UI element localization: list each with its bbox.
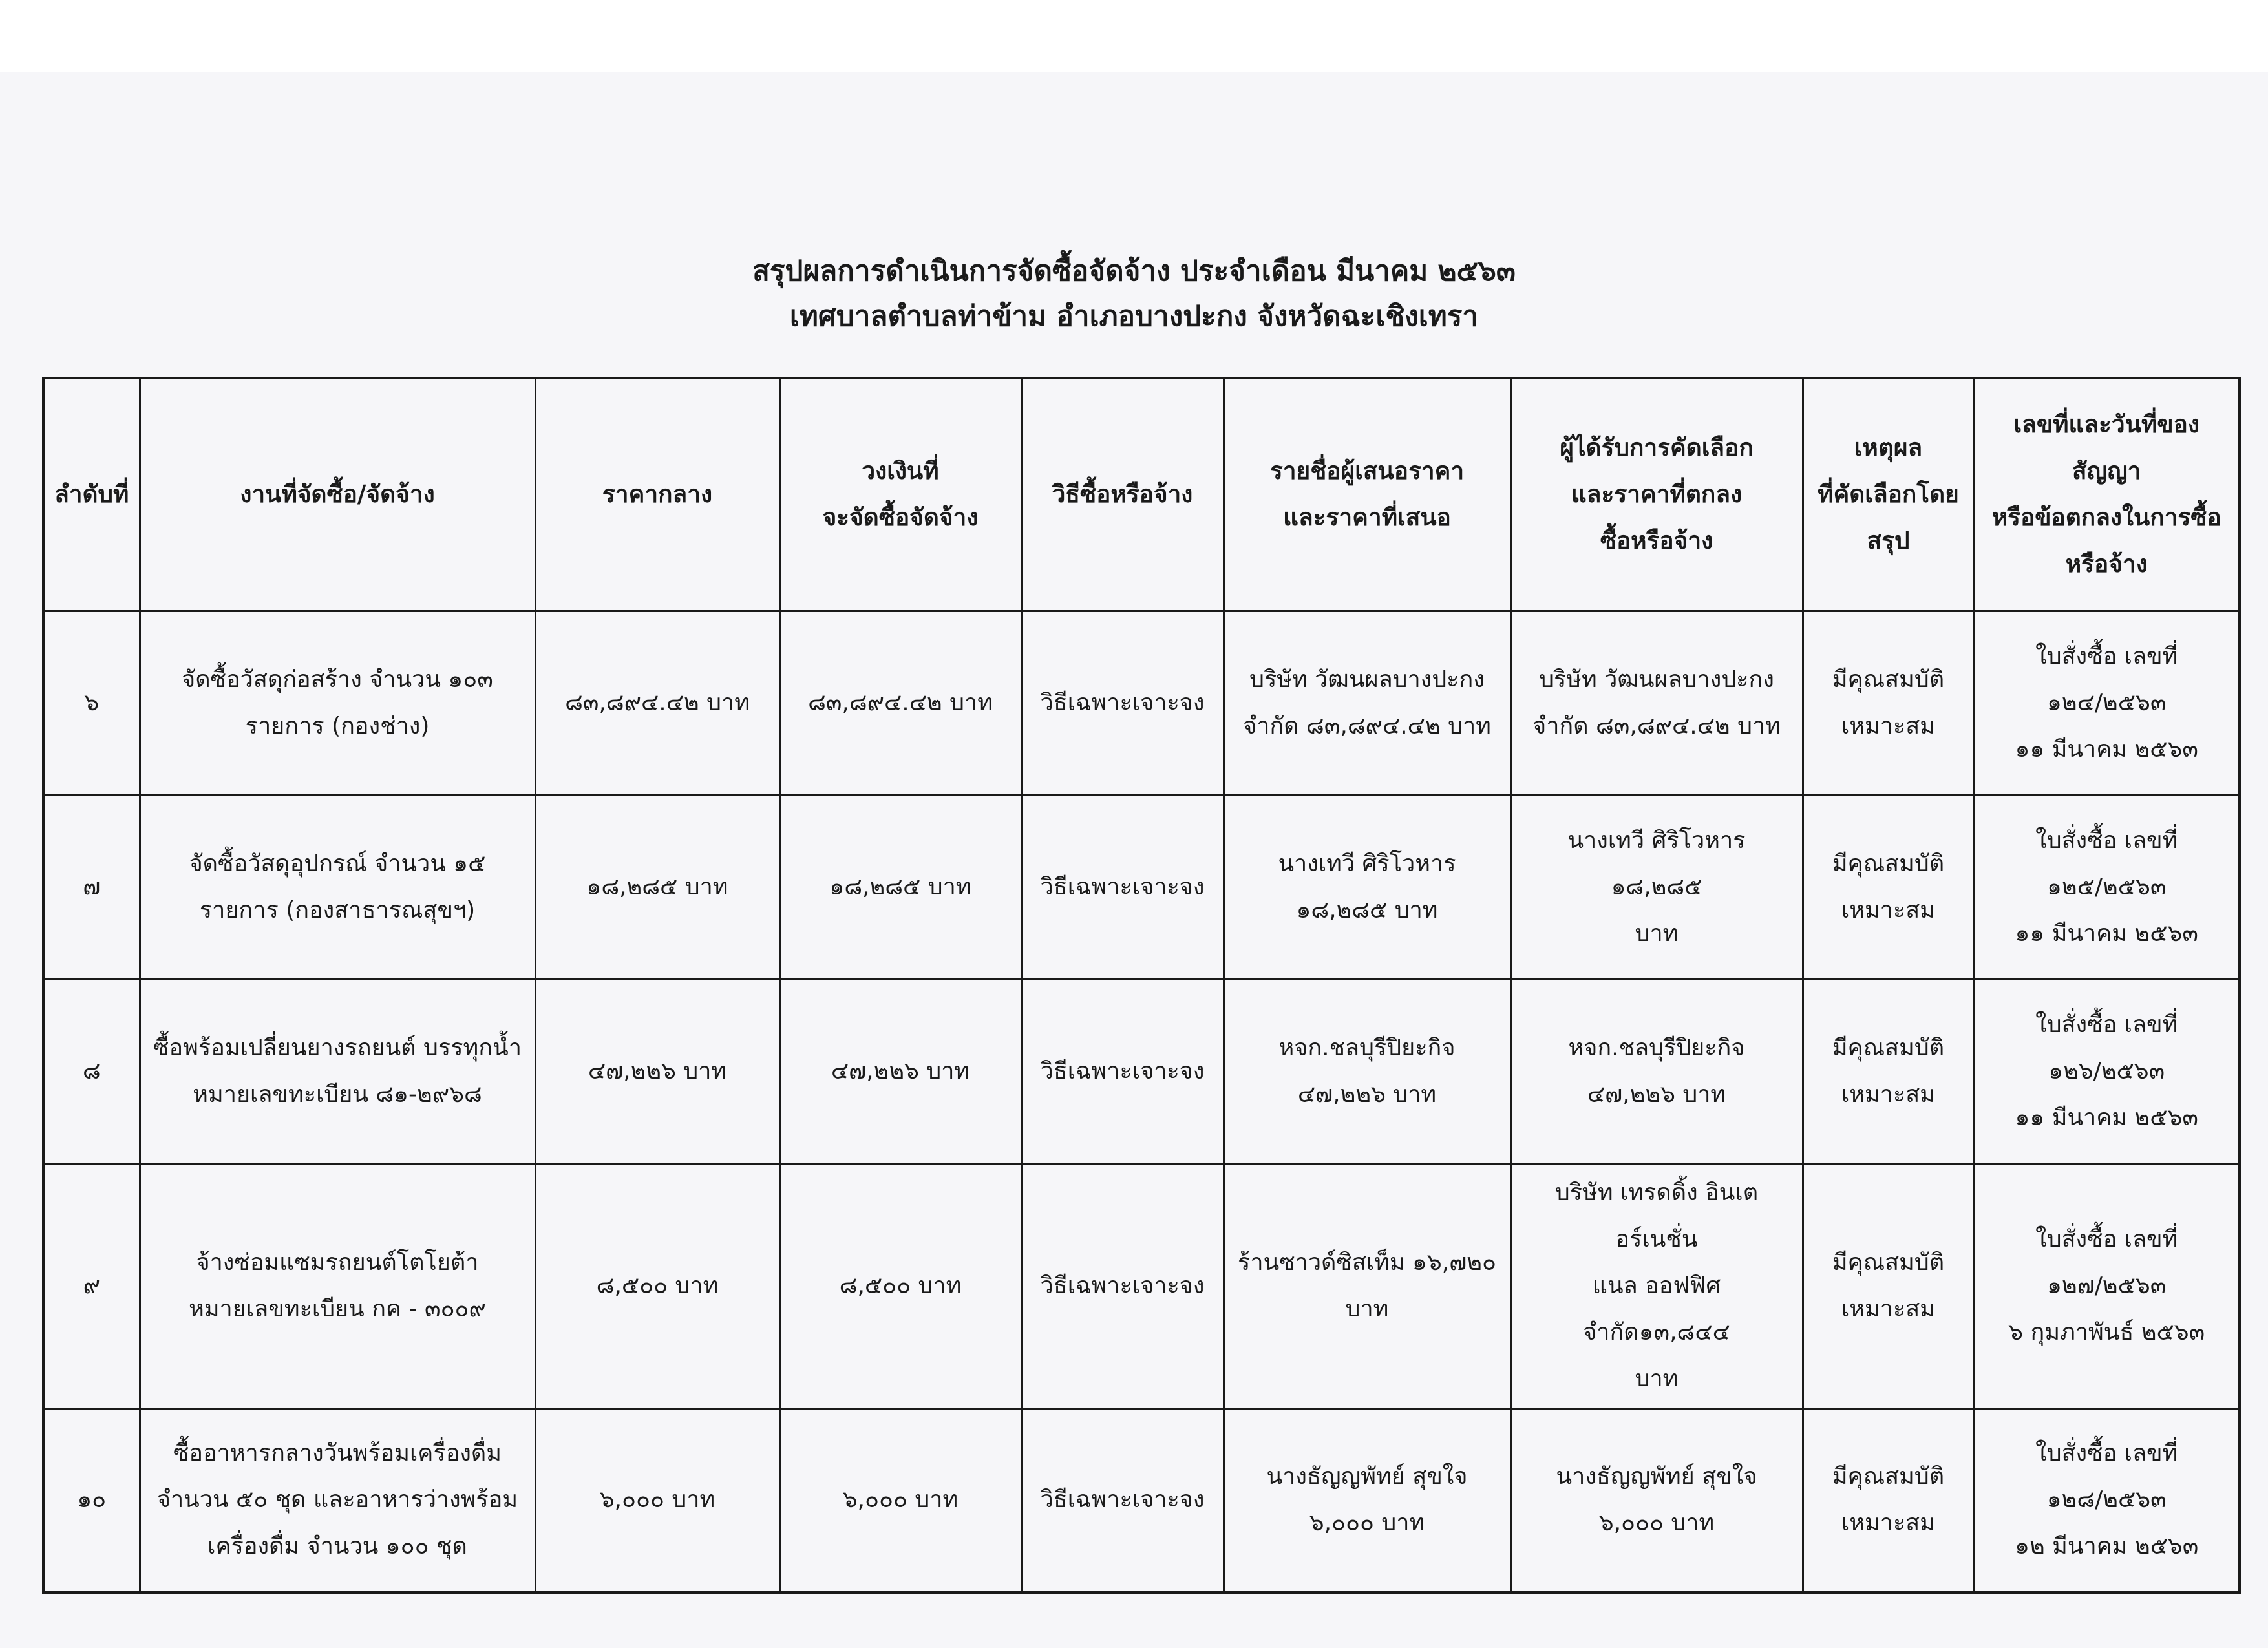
- cell-bidders: นางเทวี ศิริโวหาร ๑๘,๒๘๕ บาท: [1224, 795, 1510, 979]
- cell-bidders: นางธัญญพัทย์ สุขใจ ๖,๐๐๐ บาท: [1224, 1408, 1510, 1592]
- cell-median-price: ๘,๕๐๐ บาท: [535, 1163, 779, 1408]
- cell-budget: ๘,๕๐๐ บาท: [779, 1163, 1021, 1408]
- cell-no: ๑๐: [43, 1408, 140, 1592]
- cell-selected: นางธัญญพัทย์ สุขใจ ๖,๐๐๐ บาท: [1510, 1408, 1803, 1592]
- procurement-summary-table: [42, 377, 2241, 1594]
- table-row: [43, 795, 2240, 979]
- cell-bidders: บริษัท วัฒนผลบางปะกง จำกัด ๘๓,๘๙๔.๔๒ บาท: [1224, 611, 1510, 795]
- header-no: ลำดับที่: [43, 378, 140, 611]
- cell-reason: มีคุณสมบัติ เหมาะสม: [1803, 1408, 1974, 1592]
- cell-selected: หจก.ชลบุรีปิยะกิจ ๔๗,๒๒๖ บาท: [1510, 979, 1803, 1163]
- header-row: [43, 378, 2240, 611]
- cell-method: วิธีเฉพาะเจาะจง: [1021, 979, 1224, 1163]
- table-row: [43, 1163, 2240, 1408]
- cell-median-price: ๖,๐๐๐ บาท: [535, 1408, 779, 1592]
- cell-item: จ้างซ่อมแซมรถยนต์โตโยต้า หมายเลขทะเบียน กค - ๓๐๐๙: [140, 1163, 535, 1408]
- table-row: [43, 979, 2240, 1163]
- cell-median-price: ๘๓,๘๙๔.๔๒ บาท: [535, 611, 779, 795]
- cell-budget: ๘๓,๘๙๔.๔๒ บาท: [779, 611, 1021, 795]
- cell-budget: ๑๘,๒๘๕ บาท: [779, 795, 1021, 979]
- header-bidders: รายชื่อผู้เสนอราคา และราคาที่เสนอ: [1224, 378, 1510, 611]
- cell-item: ซื้อพร้อมเปลี่ยนยางรถยนต์ บรรทุกน้ำ หมายเลขทะเบียน ๘๑-๒๙๖๘: [140, 979, 535, 1163]
- title-line-2: เทศบาลตำบลท่าข้าม อำเภอบางปะกง จังหวัดฉะเชิงเทรา: [789, 300, 1479, 333]
- cell-reason: มีคุณสมบัติ เหมาะสม: [1803, 611, 1974, 795]
- cell-contract: ใบสั่งซื้อ เลขที่ ๑๒๕/๒๕๖๓ ๑๑ มีนาคม ๒๕๖๓: [1974, 795, 2240, 979]
- cell-budget: ๖,๐๐๐ บาท: [779, 1408, 1021, 1592]
- scan-margin: [0, 0, 2268, 72]
- cell-item: จัดซื้อวัสดุอุปกรณ์ จำนวน ๑๕ รายการ (กองสาธารณสุขฯ): [140, 795, 535, 979]
- table-row: [43, 611, 2240, 795]
- cell-selected: บริษัท เทรดดิ้ง อินเตอร์เนชั่น แนล ออฟฟิศ จำกัด๑๓,๘๔๔ บาท: [1510, 1163, 1803, 1408]
- cell-bidders: หจก.ชลบุรีปิยะกิจ ๔๗,๒๒๖ บาท: [1224, 979, 1510, 1163]
- cell-method: วิธีเฉพาะเจาะจง: [1021, 1163, 1224, 1408]
- cell-selected: นางเทวี ศิริโวหาร ๑๘,๒๘๕ บาท: [1510, 795, 1803, 979]
- header-selected: ผู้ได้รับการคัดเลือก และราคาที่ตกลง ซื้อหรือจ้าง: [1510, 378, 1803, 611]
- cell-contract: ใบสั่งซื้อ เลขที่ ๑๒๘/๒๕๖๓ ๑๒ มีนาคม ๒๕๖๓: [1974, 1408, 2240, 1592]
- cell-no: ๙: [43, 1163, 140, 1408]
- cell-item: ซื้ออาหารกลางวันพร้อมเครื่องดื่ม จำนวน ๕๐ ชุด และอาหารว่างพร้อม เครื่องดื่ม จำนวน ๑๐๐ ชุด: [140, 1408, 535, 1592]
- cell-contract: ใบสั่งซื้อ เลขที่ ๑๒๖/๒๕๖๓ ๑๑ มีนาคม ๒๕๖๓: [1974, 979, 2240, 1163]
- cell-reason: มีคุณสมบัติ เหมาะสม: [1803, 1163, 1974, 1408]
- cell-reason: มีคุณสมบัติ เหมาะสม: [1803, 979, 1974, 1163]
- header-median-price: ราคากลาง: [535, 378, 779, 611]
- cell-contract: ใบสั่งซื้อ เลขที่ ๑๒๗/๒๕๖๓ ๖ กุมภาพันธ์ ๒๕๖๓: [1974, 1163, 2240, 1408]
- cell-method: วิธีเฉพาะเจาะจง: [1021, 611, 1224, 795]
- header-budget: วงเงินที่ จะจัดซื้อจัดจ้าง: [779, 378, 1021, 611]
- cell-item: จัดซื้อวัสดุก่อสร้าง จำนวน ๑๐๓ รายการ (กองช่าง): [140, 611, 535, 795]
- cell-median-price: ๑๘,๒๘๕ บาท: [535, 795, 779, 979]
- cell-method: วิธีเฉพาะเจาะจง: [1021, 1408, 1224, 1592]
- cell-selected: บริษัท วัฒนผลบางปะกง จำกัด ๘๓,๘๙๔.๔๒ บาท: [1510, 611, 1803, 795]
- cell-bidders: ร้านซาวด์ซิสเท็ม ๑๖,๗๒๐ บาท: [1224, 1163, 1510, 1408]
- header-reason: เหตุผล ที่คัดเลือกโดย สรุป: [1803, 378, 1974, 611]
- cell-reason: มีคุณสมบัติ เหมาะสม: [1803, 795, 1974, 979]
- document-title: [0, 249, 2268, 339]
- table-row: [43, 1408, 2240, 1592]
- cell-no: ๖: [43, 611, 140, 795]
- cell-median-price: ๔๗,๒๒๖ บาท: [535, 979, 779, 1163]
- header-item: งานที่จัดซื้อ/จัดจ้าง: [140, 378, 535, 611]
- cell-method: วิธีเฉพาะเจาะจง: [1021, 795, 1224, 979]
- cell-contract: ใบสั่งซื้อ เลขที่ ๑๒๔/๒๕๖๓ ๑๑ มีนาคม ๒๕๖๓: [1974, 611, 2240, 795]
- header-method: วิธีซื้อหรือจ้าง: [1021, 378, 1224, 611]
- cell-no: ๗: [43, 795, 140, 979]
- cell-budget: ๔๗,๒๒๖ บาท: [779, 979, 1021, 1163]
- cell-no: ๘: [43, 979, 140, 1163]
- header-contract: เลขที่และวันที่ของสัญญา หรือข้อตกลงในการซื้อ หรือจ้าง: [1974, 378, 2240, 611]
- title-line-1: สรุปผลการดำเนินการจัดซื้อจัดจ้าง ประจำเดือน มีนาคม ๒๕๖๓: [752, 255, 1516, 288]
